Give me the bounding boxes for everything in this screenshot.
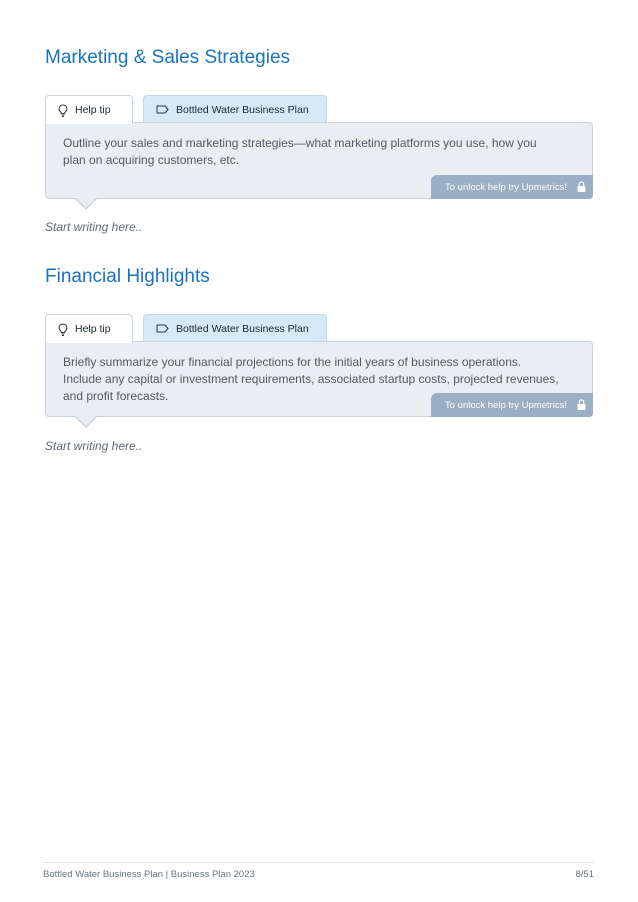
tip-arrow (74, 416, 98, 428)
unlock-button[interactable] (431, 393, 593, 417)
tab-help-tip[interactable] (45, 95, 133, 124)
help-tip-box (45, 122, 593, 199)
tab-business-plan-label: Bottled Water Business Plan (176, 322, 309, 335)
tip-text: Outline your sales and marketing strategies—what marketing platforms you use, how you plan on acquiring customers, etc. (63, 136, 537, 167)
section-title: Marketing & Sales Strategies (45, 47, 291, 68)
tip-tabs (45, 95, 327, 123)
tip-arrow (74, 198, 98, 210)
lightbulb-icon (58, 104, 68, 117)
footer-document-title: Bottled Water Business Plan | Business Plan 2023 (43, 869, 255, 880)
writing-placeholder[interactable]: Start writing here.. (45, 439, 143, 453)
unlock-button[interactable] (431, 175, 593, 199)
page-footer (43, 862, 594, 880)
lock-icon (577, 181, 586, 192)
tab-help-tip[interactable] (45, 314, 133, 343)
tip-text: Briefly summarize your financial projections for the initial years of business operations. Include any capital or investment requirements, associated startup costs, projected revenues, and profit forecasts. (63, 355, 559, 403)
tag-icon (156, 324, 169, 333)
tab-business-plan[interactable] (143, 95, 327, 123)
writing-placeholder[interactable]: Start writing here.. (45, 220, 143, 234)
unlock-label: To unlock help try Upmetrics! (445, 399, 567, 411)
page-number: 8/51 (575, 869, 594, 880)
tag-icon (156, 105, 169, 114)
tip-tabs (45, 314, 327, 342)
tab-help-tip-label: Help tip (75, 104, 111, 116)
lightbulb-icon (58, 323, 68, 336)
section-marketing-sales (45, 46, 593, 234)
unlock-label: To unlock help try Upmetrics! (445, 181, 567, 193)
tab-business-plan[interactable] (143, 314, 327, 342)
help-tip-box (45, 341, 593, 417)
section-title: Financial Highlights (45, 266, 210, 287)
tab-business-plan-label: Bottled Water Business Plan (176, 103, 309, 116)
lock-icon (577, 399, 586, 410)
tab-help-tip-label: Help tip (75, 323, 111, 335)
section-financial-highlights (45, 265, 593, 453)
